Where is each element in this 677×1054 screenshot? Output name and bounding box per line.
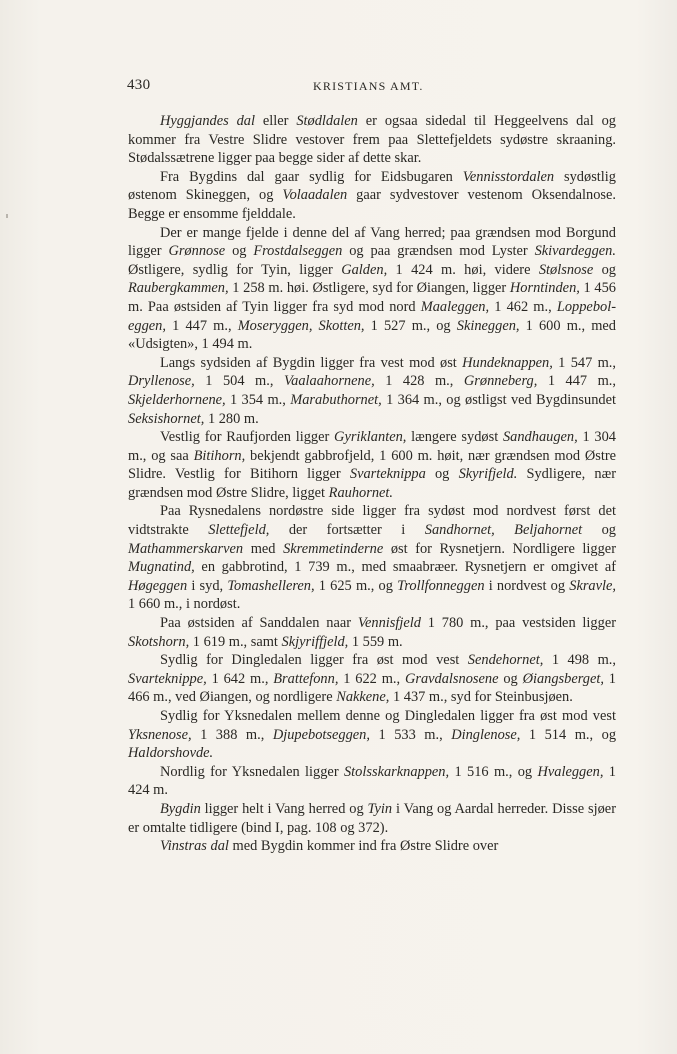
text-run: i nordvest og	[484, 577, 570, 594]
place-name: Haldorshovde.	[128, 745, 214, 762]
place-name: Brattefonn,	[273, 670, 339, 687]
paragraph	[128, 800, 616, 837]
place-name: Tyin	[367, 800, 393, 817]
text-run: bekjendt gabbrofjeld, 1 600 m. høit, nær grændsen mod Østre Slidre. Vestlig for Bitihorn ligger	[128, 447, 617, 483]
place-name: Vennisstordalen	[462, 168, 555, 185]
text-run: 1 527 m., og	[364, 317, 457, 334]
text-run: sydøstlig østenom Skineggen, og	[128, 168, 616, 204]
text-run: 1 547 m.,	[552, 354, 616, 371]
text-run: Paa Rysnedalens nordøstre side ligger fra sydøst mod nordvest først det vidtstrakte	[128, 503, 616, 539]
place-name: Vinstras dal	[160, 838, 229, 855]
text-run: i syd,	[187, 577, 228, 594]
running-head: KRISTIANS AMT.	[313, 79, 424, 93]
place-name: Seksishornet,	[128, 410, 205, 427]
page-number: 430	[127, 77, 151, 93]
text-run: 1 428 m.,	[374, 373, 464, 390]
place-name: Vaalaahornene,	[283, 373, 375, 390]
text-run: 1 466 m., ved Øiangen, og nordligere	[128, 670, 617, 706]
place-name: Skjelderhornene,	[128, 391, 226, 408]
text-run: 1 456 m. Paa østsiden af Tyin ligger fra syd mod nord	[128, 280, 616, 315]
text-run: øst for Rysnetjern. Nordligere ligger	[383, 540, 616, 557]
place-name: Skineggen,	[456, 317, 520, 334]
text-run: 1 504 m.,	[194, 373, 284, 390]
place-name: Sandhornet, Beljahornet	[424, 522, 583, 539]
text-run: en gabbrotind, 1 739 m., med smaabræer. Rysnetjern er omgivet af	[194, 559, 616, 576]
place-name: Hvaleggen,	[537, 763, 604, 780]
place-name: Djupebotseggen,	[272, 726, 370, 743]
place-name: Slettefjeld,	[208, 522, 270, 539]
place-name: Dryllenose,	[128, 373, 195, 390]
text-run: 1 354 m.,	[225, 391, 291, 408]
text-run: eller	[255, 113, 297, 129]
text-run: 1 498 m.,	[543, 652, 616, 669]
place-name: Moseryggen, Skotten,	[237, 317, 365, 334]
text-run: Fra Bygdins dal gaar sydlig for Eidsbugaren	[160, 168, 463, 185]
text-run: der fortsætter i	[269, 522, 425, 539]
place-name: Stolsskarknappen,	[343, 763, 450, 780]
paragraph	[128, 168, 616, 224]
paragraph	[128, 502, 616, 614]
place-name: Sandhaugen,	[502, 429, 578, 446]
place-name: Vennisfjeld	[357, 615, 421, 632]
place-name: Gyriklanten,	[334, 429, 407, 446]
text-run: 1 447 m.,	[165, 317, 238, 334]
place-name: Skotshorn,	[128, 633, 190, 650]
text-run: 1 533 m.,	[369, 726, 452, 743]
paragraph	[128, 614, 616, 651]
place-name: Horntinden,	[509, 280, 580, 297]
text-run: 1 600 m., med «Udsigten», 1 494 m.	[128, 317, 616, 353]
place-name: Høgeggen	[128, 577, 188, 594]
text-run: 1 447 m.,	[537, 373, 617, 390]
place-name: Maaleggen,	[420, 298, 490, 315]
paragraph	[128, 837, 616, 856]
text-run: 1 304 m., og saa	[128, 429, 616, 464]
margin-mark	[6, 214, 8, 218]
text-run: gaar sydvestover vestenom Oksendalnose. Begge er ensomme fjelddale.	[128, 187, 616, 222]
place-name: Hundeknappen,	[462, 354, 553, 371]
paragraph	[128, 707, 616, 763]
text-run: 1 780 m., paa vestsiden ligger	[420, 615, 616, 632]
place-name: Skravle,	[569, 577, 616, 594]
text-run: Langs sydsiden af Bygdin ligger fra vest mod øst	[160, 354, 463, 371]
place-name: Rauhornet.	[328, 484, 394, 501]
text-run: 1 364 m., og østligst ved Bygdinsundet	[381, 391, 617, 408]
text-run: 1 625 m., og	[314, 577, 398, 594]
body-text	[128, 112, 616, 856]
text-run: 1 424 m.	[128, 763, 616, 799]
place-name: Stødldalen	[296, 113, 358, 129]
text-run: Sydlig for Dingledalen ligger fra øst mod vest	[160, 652, 468, 669]
text-run: og paa grændsen mod Lyster	[342, 243, 535, 260]
paragraph	[128, 224, 616, 354]
place-name: Svarteknippa	[349, 466, 426, 483]
text-run: og	[425, 466, 459, 483]
text-run: 1 514 m., og	[520, 726, 617, 743]
text-run: og	[498, 670, 523, 687]
text-run: og	[593, 261, 616, 278]
text-run: Sydlig for Yksnedalen mellem denne og Dingledalen ligger fra øst mod vest	[160, 708, 616, 724]
place-name: Yksnenose,	[128, 726, 192, 743]
text-run: med	[243, 540, 284, 557]
text-run: Der er mange fjelde i denne del af Vang herred; paa grændsen mod Borgund ligger	[128, 224, 616, 260]
text-run: er ogsaa sidedal til Heggeelvens dal og kommer fra Vestre Slidre vestover frem paa Slettefjeldets sydøstre skraaning. Stødalssætrene ligger paa begge sider af dette skar.	[128, 113, 616, 167]
text-run: Sydligere, nær grændsen mod Østre Slidre, ligget	[128, 466, 616, 501]
text-run: 1 258 m. høi. Østligere, syd for Øiangen, ligger	[228, 280, 510, 297]
place-name: Tomashelleren,	[227, 577, 315, 594]
text-run: ligger helt i Vang herred og	[200, 800, 368, 817]
place-name: Nakkene,	[336, 689, 390, 706]
text-run: 1 642 m.,	[206, 670, 274, 687]
place-name: Øiangsberget,	[522, 670, 604, 687]
place-name: Skremmetinderne	[283, 540, 384, 557]
place-name: Loppeboleggen,	[128, 298, 617, 334]
text-run: 1 462 m.,	[489, 298, 557, 315]
text-run: Vestlig for Raufjorden ligger	[160, 429, 335, 446]
text-run: 1 424 m. høi, videre	[387, 261, 539, 278]
place-name: Galden,	[341, 261, 388, 278]
text-run: og	[582, 522, 616, 539]
text-run: Østligere, sydlig for Tyin, ligger	[128, 261, 342, 278]
place-name: Dinglenose,	[451, 726, 521, 743]
place-name: Marabuthornet,	[290, 391, 382, 408]
place-name: Sendehornet,	[467, 652, 544, 669]
text-run: længere sydøst	[406, 429, 503, 446]
place-name: Bitihorn,	[193, 447, 246, 464]
paragraph	[128, 112, 616, 168]
paragraph	[128, 354, 616, 428]
place-name: Gravdalsnosene	[404, 670, 499, 687]
text-run: 1 660 m., i nordøst.	[128, 596, 241, 613]
text-run: Nordlig for Yksnedalen ligger	[160, 763, 344, 780]
place-name: Raubergkammen,	[128, 280, 229, 297]
text-run: 1 388 m.,	[191, 726, 273, 743]
text-run: 1 437 m., syd for Steinbusjøen.	[389, 689, 573, 706]
place-name: Mugnatind,	[128, 559, 195, 576]
text-run: med Bygdin kommer ind fra Østre Slidre over	[228, 838, 499, 855]
place-name: Skyrifjeld.	[458, 466, 518, 483]
text-run: og	[225, 243, 254, 260]
text-run: 1 280 m.	[204, 410, 259, 427]
place-name: Bygdin	[160, 800, 201, 817]
place-name: Skjyriffjeld,	[281, 633, 349, 650]
place-name: Skivardeggen.	[534, 243, 616, 260]
place-name: Grønneberg,	[463, 373, 538, 390]
paragraph	[128, 428, 616, 502]
place-name: Grønnose	[168, 243, 226, 260]
text-run: 1 559 m.	[348, 633, 403, 650]
paragraph	[128, 763, 616, 800]
place-name: Hyggjandes dal	[160, 113, 256, 129]
paragraph	[128, 651, 616, 707]
text-run: 1 622 m.,	[338, 670, 405, 687]
place-name: Stølsnose	[538, 261, 594, 278]
place-name: Volaadalen	[282, 187, 348, 204]
place-name: Trollfonneggen	[397, 577, 485, 594]
place-name: Svarteknippe,	[128, 670, 207, 687]
text-run: i Vang og Aardal herreder. Disse sjøer er omtalte tidligere (bind I, pag. 108 og 372).	[128, 800, 616, 836]
place-name: Mathammerskarven	[128, 540, 244, 557]
page-header	[127, 77, 617, 97]
text-run: Paa østsiden af Sanddalen naar	[160, 615, 358, 632]
place-name: Frostdalseggen	[253, 243, 343, 260]
text-run: 1 619 m., samt	[189, 633, 282, 650]
text-run: 1 516 m., og	[449, 763, 538, 780]
